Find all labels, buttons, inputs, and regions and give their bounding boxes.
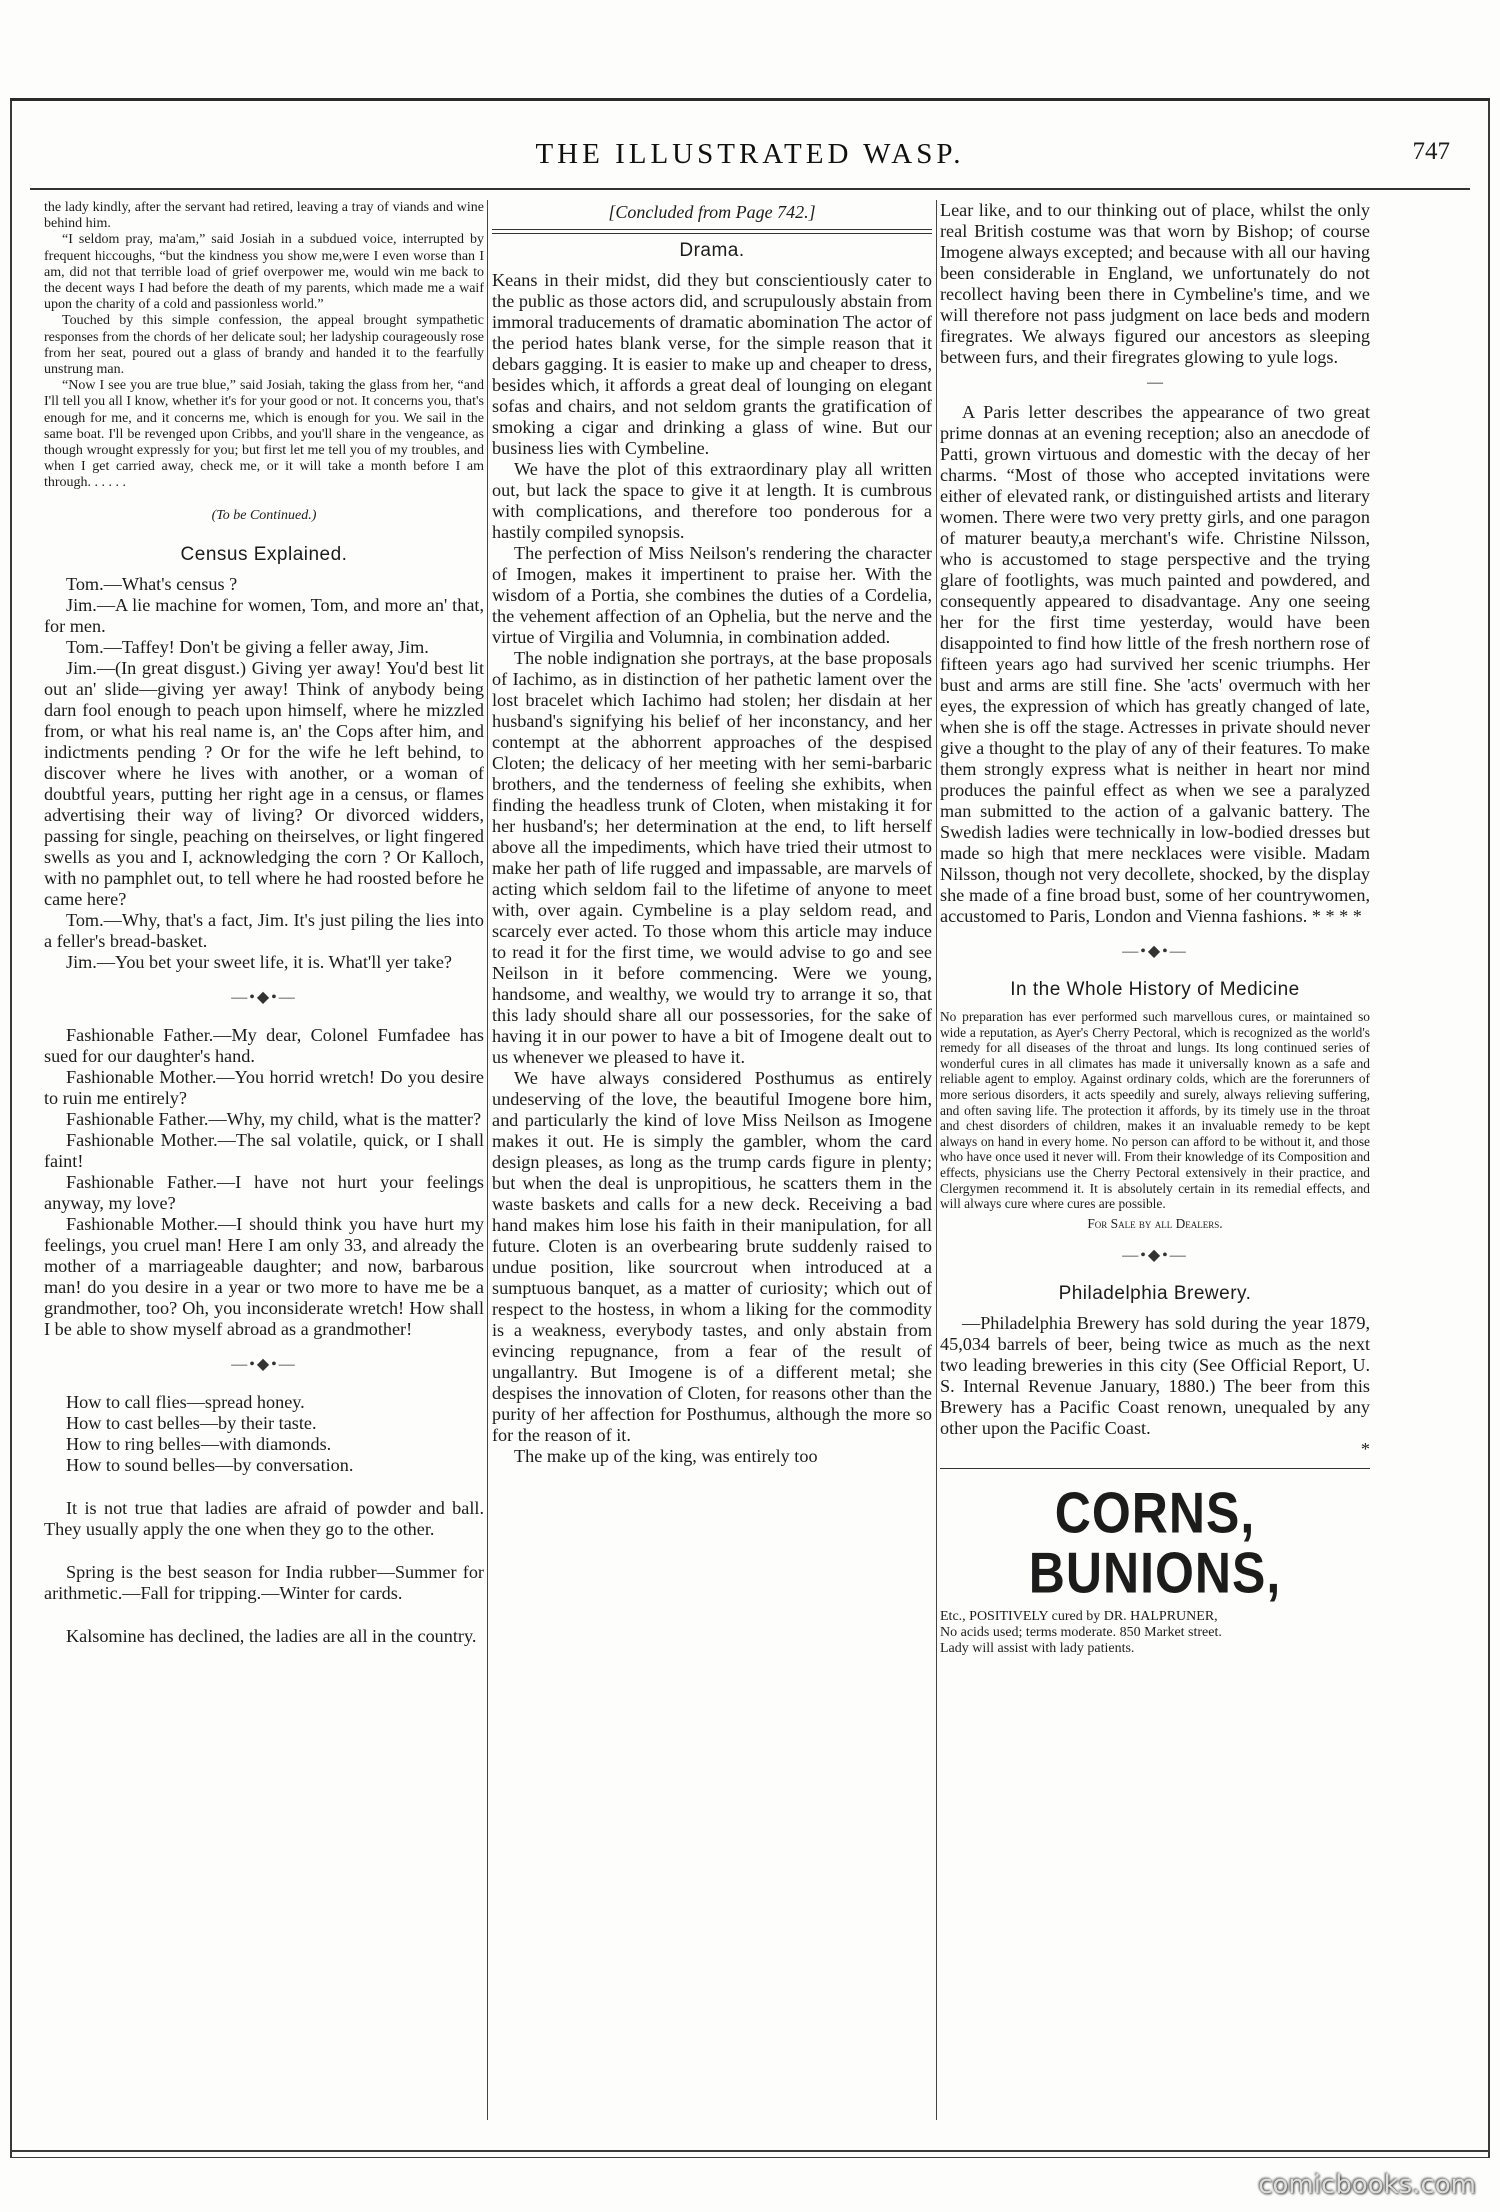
to-be-continued: (To be Continued.) bbox=[211, 507, 317, 523]
page-frame-right bbox=[1488, 98, 1490, 2158]
column-1 bbox=[44, 200, 484, 2120]
census-article bbox=[44, 574, 484, 973]
powder-joke: It is not true that ladies are afraid of powder and ball. They usually apply the one when they go to the other. bbox=[44, 1497, 484, 1539]
kalsomine-joke: Kalsomine has declined, the ladies are all in the country. bbox=[66, 1625, 477, 1646]
double-rule bbox=[492, 229, 932, 234]
paris-letter: A Paris letter describes the appearance of two great prime donnas at an evening reception; also an anecdode of Patti, grown virtuous and domestic with the decay of her charms. “Most of those who accepted invitations were either of elevated rank, or distinguished artists and literary women. There were two very pretty girls, and one paragon of maturer beauty,a merchant's wife. Christine Nilsson, who is accustomed to stage perspective and the trying glare of footlights, was much painted and powdered, and consequently appeared to disadvantage. Any one seeing her for the first time yesterday, would have been disappointed to find how little of the fresh northern rose of fifteen years ago had survived her scenic triumphs. Her bust and arms are still fine. She 'acts' overmuch with her eyes, the expression of which has greatly changed of late, when she is off the stage. Actresses in private should never give a thought to the play of any of their features. To make them strongly express what is neither in heart nor mind produces the painful effect as when we see a paralyzed man submitted to the action of a galvanic battery. The Swedish ladies were technically in low-bodied dresses but made so high that mere necklaces were visible. Madam Nilsson, though not very decollete, shocked, by the display she made of a fine broad bust, some of her countrywomen, accustomed to Paris, London and Vienna fashions. * * * * bbox=[940, 402, 1370, 926]
drama-paragraph: Keans in their midst, did they but conscientiously cater to the public as those actors did, and scrupulously abstain from immoral traducements of dramatic abomination The actor of the period hates blank verse, for the simple reason that it debars gagging. It is easier to make up and cheaper to dress, besides which, it affords a great deal of lounging on elegant sofas and chairs, and not seldom grants the gratification of smoking a cigar and drinking a glass of wine. But our business lies with Cymbeline. bbox=[492, 270, 932, 458]
medicine-ad bbox=[940, 1009, 1370, 1231]
corns-ad bbox=[940, 1609, 1370, 1657]
dialogue-line: Fashionable Mother.—You horrid wretch! Do you desire to ruin me entirely? bbox=[44, 1066, 484, 1108]
census-heading: Census Explained. bbox=[180, 543, 348, 565]
corns-ad-title: CORNS, BUNIONS, bbox=[1028, 1481, 1282, 1606]
joke-line: How to sound belles—by conversation. bbox=[66, 1454, 354, 1475]
medicine-ad-sale: For Sale by all Dealers. bbox=[1087, 1215, 1223, 1231]
dialogue-line: Fashionable Father.—I have not hurt your feelings anyway, my love? bbox=[44, 1171, 484, 1213]
masthead-rule bbox=[30, 188, 1470, 190]
story-paragraph: “I seldom pray, ma'am,” said Josiah in a subdued voice, interrupted by frequent hiccoughs, “but the kindness you show me,were I even worse than I am, did not that terrible load of grief overpower me, would win me back to the decent ways I had before the death of my parents, which made me a waif upon the charity of a cold and passionless world.” bbox=[44, 232, 484, 313]
drama-continued bbox=[940, 200, 1370, 368]
ornament-divider: —•◆•— bbox=[231, 988, 297, 1006]
drama-paragraph: The make up of the king, was entirely too bbox=[514, 1446, 818, 1466]
concluded-note: [Concluded from Page 742.] bbox=[608, 202, 816, 222]
drama-paragraph: We have always considered Posthumus as entirely undeserving of the love, the beautiful Imogene bore him, and particularly the kind of love Miss Neilson as Imogene makes it out. He is simply the gambler, whom the card design pleases, as long as the trump cards figure in plenty; but when the deal is unpropitious, he scatters them in the waste baskets and calls for a new deck. Receiving a bad hand makes him lose his faith in their manipulation, for all future. Cloten is an overbearing brute suddenly raised to undue position, like sourcrout when introduced at a sumptuous banquet, as a matter of curiosity; which out of respect to the hostess, in whom a liking for the commodity is a weakness, everybody tastes, and only abstain from evincing repugnance, from a fear of the result of ungallantry. But Imogene is of a different metal; she despises the innovation of Cloten, for reasons other than the purity of her affection for Posthumus, although the more so for the reason of it. bbox=[492, 1068, 932, 1445]
ornament-divider: —•◆•— bbox=[231, 1355, 297, 1373]
joke-line: How to call flies—spread honey. bbox=[66, 1391, 305, 1412]
spring-joke: Spring is the best season for India rubber—Summer for arithmetic.—Fall for tripping.—Winter for cards. bbox=[44, 1561, 484, 1603]
story-paragraph: Touched by this simple confession, the appeal brought sympathetic responses from the chords of her delicate soul; her ladyship courageously rose from her seat, poured out a glass of brandy and handed it to the fearfully unstrung man. bbox=[44, 313, 484, 378]
watermark: comicbooks.com bbox=[1258, 2170, 1476, 2200]
drama-paragraph: The noble indignation she portrays, at the base proposals of Iachimo, as in distinction of her pathetic lament over the lost bracelet which Iachimo had stolen; her disdain at her husband's signifying his belief of her inconstancy, and her contempt at the abhorrent approaches of the despised Cloten; the delicacy of her meeting with her semi-barbaric brothers, and the tenderness of feeling she exhibits, when finding the headless trunk of Cloten, when mistaking it for her husband's; her determination at the end, to lift herself above all the impediments, which have tried their utmost to make her path of life rugged and impassable, are marvels of acting which seldom fail to the lifetime of anyone to meet with, over again. Cymbeline is a play seldom read, and scarcely ever acted. To those whom this article may induce to read it for the first time, we would advise to go and see Neilson in it before commencing. Were we young, handsome, and wealthy, we would try to arrange it so, that this lady should share all our possessories, for the sake of having it in our power to have a bit of Imogene dealt out to us whenever we pleased to have it. bbox=[492, 648, 932, 1067]
medicine-heading: In the Whole History of Medicine bbox=[1010, 979, 1300, 1000]
drama-article bbox=[492, 270, 932, 1467]
dialogue-line: Tom.—What's census ? bbox=[66, 573, 238, 594]
page-number: 747 bbox=[1412, 138, 1450, 165]
dialogue-line: Tom.—Why, that's a fact, Jim. It's just piling the lies into a feller's bread-basket. bbox=[44, 909, 484, 951]
flies-jokes bbox=[44, 1392, 484, 1476]
bottom-rule bbox=[10, 2150, 1490, 2152]
corns-ad-line: Lady will assist with lady patients. bbox=[940, 1641, 1135, 1657]
newspaper-title: THE ILLUSTRATED WASP. bbox=[535, 138, 965, 170]
ad-rule bbox=[940, 1468, 1370, 1469]
corns-ad-line: Etc., POSITIVELY cured by DR. HALPRUNER, bbox=[940, 1609, 1218, 1625]
column-divider bbox=[487, 200, 488, 2120]
story-continuation bbox=[44, 200, 484, 492]
story-paragraph: the lady kindly, after the servant had retired, leaving a tray of viands and wine behind him. bbox=[44, 200, 484, 232]
drama-paragraph: We have the plot of this extraordinary play all written out, but lack the space to give it at length. It is cumbrous with complications, and therefore too ponderous for a hastily compiled synopsis. bbox=[492, 459, 932, 542]
drama-heading: Drama. bbox=[679, 240, 745, 261]
brewery-heading: Philadelphia Brewery. bbox=[1058, 1283, 1252, 1305]
brewery-star: * bbox=[1360, 1439, 1370, 1460]
dialogue-line: Fashionable Father.—Why, my child, what is the matter? bbox=[66, 1108, 482, 1129]
column-divider bbox=[936, 200, 937, 2120]
brewery-text: —Philadelphia Brewery has sold during the year 1879, 45,034 barrels of beer, being twice as much as the next two leading breweries in this city (See Official Report, U. S. Internal Revenue January, 1880.) The beer from this Brewery has a Pacific Coast renown, unequaled by any other upon the Pacific Coast. bbox=[940, 1313, 1370, 1439]
top-rule bbox=[10, 98, 1490, 101]
dialogue-line: Jim.—(In great disgust.) Giving yer away! You'd best lit out an' slide—giving yer away! Think of anybody being darn fool enough to peach upon himself, where he mizzled from, or what his real name is, an' the Cops after him, and indictments pending ? Or for the wife he left behind, to discover where he lives with another, or a woman of doubtful years, putting her right age in a census, or flames advertising their way of living? Or divorced widders, passing for single, peaching on theirselves, or light fingered swells as you and I, acknowledging the corn ? Or Kalloch, with no pamphlet out, to tell where he had roosted before he came here? bbox=[44, 657, 484, 909]
ornament-divider: —•◆•— bbox=[1122, 943, 1188, 960]
drama-paragraph: The perfection of Miss Neilson's rendering the character of Imogen, makes it impertinent to praise her. With the wisdom of a Portia, she combines the duties of a Cordelia, the vehement affection of an Ophelia, but the nerve and the virtue of Virgilia and Volumnia, in combination added. bbox=[492, 543, 932, 647]
short-dash: — bbox=[1147, 374, 1163, 391]
joke-line: How to ring belles—with diamonds. bbox=[66, 1433, 332, 1454]
drama-paragraph: Lear like, and to our thinking out of place, whilst the only real British costume was that worn by Bishop; of course Imogene always excepted; and because with all our having been considerable in England, we unfortunately do not recollect having been there in Cymbeline's time, and we will therefore not pass judgment on lace beds and modern firegrates. We always figured our ancestors as sleeping between furs, and their firegrates glowing to yule logs. bbox=[940, 200, 1370, 367]
dialogue-line: Tom.—Taffey! Don't be giving a feller away, Jim. bbox=[66, 636, 429, 657]
ornament-divider: —•◆•— bbox=[1122, 1247, 1188, 1265]
fashion-article bbox=[44, 1025, 484, 1340]
dialogue-line: Jim.—You bet your sweet life, it is. What'll yer take? bbox=[66, 951, 452, 972]
column-3 bbox=[940, 200, 1370, 2120]
column-2 bbox=[492, 200, 932, 2120]
page-frame-left bbox=[10, 98, 12, 2158]
dialogue-line: Fashionable Mother.—The sal volatile, quick, or I shall faint! bbox=[44, 1129, 484, 1171]
masthead bbox=[30, 138, 1470, 178]
corns-ad-line: No acids used; terms moderate. 850 Market street. bbox=[940, 1625, 1222, 1641]
dialogue-line: Fashionable Father.—My dear, Colonel Fumfadee has sued for our daughter's hand. bbox=[44, 1024, 484, 1066]
story-paragraph: “Now I see you are true blue,” said Josiah, taking the glass from her, “and I'll tell you all I know, whether it's for your good or not. It concerns you, that's enough for me, and it concerns me, which is enough for you. We sail in the same boat. I'll be revenged upon Cribbs, and you'll share in the vengeance, as though wrought expressly for you; but first let me tell you of my troubles, and when I get carried away, check me, or it will take a month before I am through. . . . . . bbox=[44, 378, 484, 491]
dialogue-line: Jim.—A lie machine for women, Tom, and more an' that, for men. bbox=[44, 594, 484, 636]
bottom-rule bbox=[10, 2157, 1490, 2158]
joke-line: How to cast belles—by their taste. bbox=[66, 1412, 317, 1433]
dialogue-line: Fashionable Mother.—I should think you have hurt my feelings, you cruel man! Here I am only 33, and already the mother of a marriageable daughter; and now, barbarous man! do you desire in a year or two more to have me be a grandmother, too? Oh, you inconsiderate wretch! How shall I be able to show myself abroad as a grandmother! bbox=[44, 1213, 484, 1339]
medicine-ad-text: No preparation has ever performed such marvellous cures, or maintained so wide a reputation, as Ayer's Cherry Pectoral, which is recognized as the world's remedy for all diseases of the throat and lungs. Its long continued series of wonderful cures in all climates has made it universally known as a safe and reliable agent to employ. Against ordinary colds, which are the forerunners of more serious disorders, it acts speedily and surely, always relieving suffering, and often saving life. The protection it affords, by its timely use in the throat and chest disorders of children, makes it an invaluable remedy to be kept always on hand in every home. No person can afford to be without it, and those who have once used it never will. From their knowledge of its Composition and effects, physicians use the Cherry Pectoral extensively in their practice, and Clergymen recommend it. It is absolutely certain in its remedial effects, and will always cure where cures are possible. bbox=[940, 1009, 1370, 1212]
